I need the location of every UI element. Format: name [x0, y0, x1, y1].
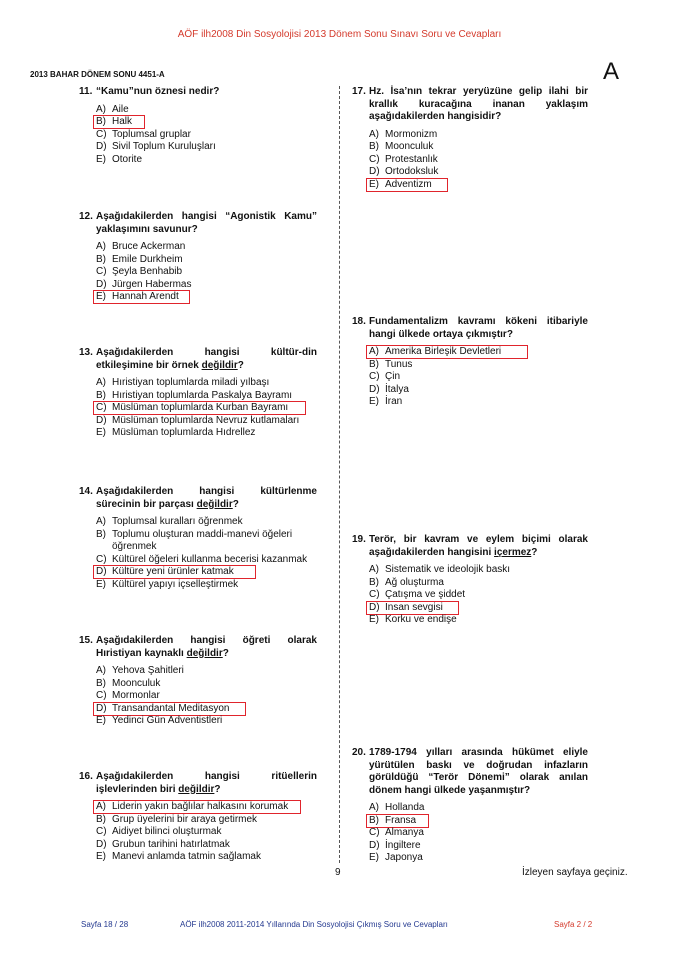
question-number: 12.: [79, 211, 93, 222]
answer-option[interactable]: [96, 529, 317, 554]
option-text: Halk: [112, 116, 133, 127]
question-stem: Aşağıdakilerden hangisi öğreti olarak Hıristiyan kaynaklı: [96, 635, 317, 659]
answer-option[interactable]: [96, 402, 317, 415]
question-text: [96, 86, 317, 99]
question-stem: Fundamentalizm kavramı kökeni itibariyle hangi ülkede ortaya çıkmıştır?: [369, 316, 588, 340]
answer-option[interactable]: [96, 690, 317, 703]
option-letter: B): [369, 358, 379, 370]
answer-option[interactable]: [369, 614, 588, 627]
question-stem: Terör, bir kavram ve eylem biçimi olarak aşağıdakilerden hangisini: [369, 534, 588, 558]
option-text: Almanya: [385, 827, 424, 838]
question-stem: “Kamu”nun öznesi nedir?: [96, 86, 220, 97]
option-text: Sivil Toplum Kuruluşları: [112, 141, 216, 152]
answer-option[interactable]: [96, 851, 317, 864]
answer-option[interactable]: [369, 154, 588, 167]
options-list: [96, 665, 317, 728]
exam-code: 2013 BAHAR DÖNEM SONU 4451-A: [30, 70, 165, 79]
question-emphasis: değildir: [186, 647, 223, 659]
option-text: İngiltere: [385, 839, 421, 851]
answer-option[interactable]: [369, 141, 588, 154]
answer-option[interactable]: [96, 839, 317, 852]
question-text: [369, 747, 588, 797]
answer-option[interactable]: [96, 129, 317, 142]
question-emphasis: değildir: [178, 783, 215, 795]
option-text: Aidiyet bilinci oluşturmak: [112, 826, 222, 837]
footer-page-right: Sayfa 2 / 2: [554, 920, 593, 929]
answer-option[interactable]: [96, 826, 317, 839]
question-suffix: ?: [232, 498, 239, 510]
option-text: Kültürel yapıyı içselleştirmek: [112, 578, 239, 590]
option-text: Toplumu oluşturan maddi-manevi öğeleri öğrenmek: [112, 528, 293, 552]
option-text: Hıristiyan toplumlarda miladi yılbaşı: [112, 377, 270, 388]
option-letter: E): [369, 178, 379, 190]
option-letter: B): [96, 813, 106, 825]
answer-option[interactable]: [96, 291, 317, 304]
option-text: Grubun tarihini hatırlatmak: [112, 838, 230, 850]
options-list: [96, 104, 317, 167]
option-letter: E): [96, 715, 106, 726]
question-text: [96, 347, 317, 372]
answer-option[interactable]: [96, 554, 317, 567]
question-emphasis: değildir: [201, 359, 238, 371]
question-number: 19.: [352, 534, 366, 545]
question-text: [96, 771, 317, 796]
answer-option[interactable]: [369, 602, 588, 615]
option-letter: A): [369, 346, 379, 357]
option-text: Bruce Ackerman: [112, 241, 186, 252]
option-text: Mormonizm: [385, 128, 438, 140]
answer-option[interactable]: [369, 166, 588, 179]
question-emphasis: değildir: [196, 498, 233, 510]
answer-option[interactable]: [96, 703, 317, 716]
question-text: [96, 211, 317, 236]
question-emphasis: içermez: [494, 546, 532, 558]
options-list: [369, 346, 588, 409]
question-16: [79, 771, 317, 864]
question-19: [352, 534, 588, 627]
option-letter: D): [369, 839, 380, 851]
question-number: 13.: [79, 347, 93, 358]
option-text: Korku ve endişe: [385, 614, 457, 625]
answer-option[interactable]: [369, 359, 588, 372]
option-text: Emile Durkheim: [112, 253, 183, 265]
option-letter: D): [96, 141, 107, 152]
option-letter: D): [96, 838, 107, 850]
footer-page-left: Sayfa 18 / 28: [81, 920, 129, 929]
option-letter: D): [96, 278, 107, 290]
question-number: 20.: [352, 747, 366, 758]
answer-option[interactable]: [96, 678, 317, 691]
option-letter: D): [369, 601, 380, 613]
question-number: 17.: [352, 86, 366, 97]
option-letter: D): [96, 414, 107, 426]
option-text: Müslüman toplumlarda Kurban Bayramı: [112, 402, 289, 413]
option-letter: E): [96, 578, 106, 590]
option-text: Hollanda: [385, 802, 425, 813]
answer-option[interactable]: [369, 384, 588, 397]
option-text: Hıristiyan toplumlarda Paskalya Bayramı: [112, 389, 293, 401]
option-letter: A): [369, 802, 379, 813]
options-list: [96, 241, 317, 304]
option-text: Sistematik ve ideolojik baskı: [385, 564, 511, 575]
footer-title: AÖF ilh2008 2011-2014 Yıllarında Din Sosyolojisi Çıkmış Soru ve Cevapları: [180, 920, 448, 929]
options-list: [96, 377, 317, 440]
option-letter: E): [96, 851, 106, 862]
question-suffix: ?: [214, 783, 221, 795]
option-letter: C): [96, 690, 107, 701]
question-stem: Aşağıdakilerden hangisi kültür-din etkileşimine bir örnek: [96, 347, 317, 371]
answer-option[interactable]: [96, 279, 317, 292]
option-text: Şeyla Benhabib: [112, 266, 183, 277]
option-letter: E): [96, 153, 106, 165]
option-text: Moonculuk: [385, 141, 434, 152]
answer-option[interactable]: [96, 241, 317, 254]
option-letter: A): [96, 103, 106, 115]
answer-option[interactable]: [369, 589, 588, 602]
options-list: [369, 129, 588, 192]
option-letter: B): [369, 141, 379, 152]
option-letter: C): [369, 153, 380, 165]
answer-option[interactable]: [96, 104, 317, 117]
answer-option[interactable]: [96, 814, 317, 827]
question-number: 18.: [352, 316, 366, 327]
question-stem: Aşağıdakilerden hangisi ritüellerin işlevlerinden biri: [96, 771, 317, 795]
answer-option[interactable]: [369, 852, 588, 865]
option-letter: B): [369, 576, 379, 588]
option-text: Jürgen Habermas: [112, 278, 192, 290]
question-text: [369, 86, 588, 124]
question-12: [79, 211, 317, 304]
answer-option[interactable]: [96, 266, 317, 279]
option-letter: A): [96, 377, 106, 388]
options-list: [369, 564, 588, 627]
answer-option[interactable]: [96, 579, 317, 592]
option-letter: A): [369, 128, 379, 140]
answer-option[interactable]: [369, 815, 588, 828]
question-text: [369, 534, 588, 559]
question-suffix: ?: [222, 647, 229, 659]
option-letter: B): [369, 814, 379, 826]
option-letter: E): [369, 396, 379, 407]
question-text: [369, 316, 588, 341]
option-text: Adventizm: [385, 178, 432, 190]
option-letter: B): [96, 389, 106, 401]
answer-option[interactable]: [96, 665, 317, 678]
option-text: Fransa: [385, 814, 417, 826]
page-number: 9: [335, 867, 341, 878]
answer-option[interactable]: [369, 346, 588, 359]
option-letter: C): [96, 553, 107, 565]
answer-option[interactable]: [96, 154, 317, 167]
option-text: Hannah Arendt: [112, 291, 179, 302]
answer-option[interactable]: [369, 802, 588, 815]
option-text: Japonya: [385, 852, 423, 863]
option-text: Amerika Birleşik Devletleri: [385, 346, 502, 357]
answer-option[interactable]: [96, 415, 317, 428]
option-text: Ortodoksluk: [385, 166, 439, 177]
answer-option[interactable]: [369, 564, 588, 577]
option-letter: D): [96, 702, 107, 714]
option-text: Yehova Şahitleri: [112, 665, 184, 676]
answer-option[interactable]: [96, 116, 317, 129]
option-letter: D): [369, 166, 380, 177]
option-letter: A): [96, 801, 106, 812]
question-18: [352, 316, 588, 409]
option-text: Kültürel öğeleri kullanma becerisi kazanmak: [112, 553, 308, 565]
answer-option[interactable]: [369, 179, 588, 192]
option-text: Aile: [112, 103, 129, 115]
option-letter: A): [96, 665, 106, 676]
option-letter: B): [96, 677, 106, 689]
answer-option[interactable]: [96, 254, 317, 267]
answer-option[interactable]: [369, 577, 588, 590]
question-stem: 1789-1794 yılları arasında hükümet eliyle yürütülen baskı ve doğrudan infazların görüldüğü “Terör Dönemi” olarak anılan dönem hangi ülkede yaşanmıştır?: [369, 747, 588, 796]
column-divider: [339, 86, 340, 863]
answer-option[interactable]: [96, 516, 317, 529]
option-letter: C): [96, 402, 107, 413]
options-list: [369, 802, 588, 865]
question-11: [79, 86, 317, 166]
option-text: Otorite: [112, 153, 143, 165]
question-20: [352, 747, 588, 865]
option-text: Protestanlık: [385, 153, 438, 165]
answer-option[interactable]: [96, 390, 317, 403]
option-letter: D): [369, 383, 380, 395]
option-text: İtalya: [385, 383, 409, 395]
next-page-note: İzleyen sayfaya geçiniz.: [522, 867, 628, 878]
answer-option[interactable]: [369, 827, 588, 840]
option-letter: C): [96, 266, 107, 277]
option-text: Manevi anlamda tatmin sağlamak: [112, 851, 261, 862]
question-stem: Aşağıdakilerden hangisi “Agonistik Kamu” yaklaşımını savunur?: [96, 211, 317, 235]
option-text: İnsan sevgisi: [385, 601, 443, 613]
option-letter: E): [96, 427, 106, 438]
option-text: Liderin yakın bağlılar halkasını korumak: [112, 801, 289, 812]
option-letter: B): [96, 528, 106, 540]
option-text: Toplumsal gruplar: [112, 128, 191, 140]
option-letter: E): [369, 852, 379, 863]
option-text: Kültüre yeni ürünler katmak: [112, 566, 234, 577]
options-list: [96, 801, 317, 864]
option-letter: B): [96, 116, 106, 127]
option-text: İran: [385, 396, 403, 407]
option-text: Yedinci Gün Adventistleri: [112, 715, 223, 726]
option-text: Moonculuk: [112, 677, 161, 689]
question-text: [96, 635, 317, 660]
option-letter: A): [96, 516, 106, 527]
question-number: 16.: [79, 771, 93, 782]
option-letter: E): [369, 614, 379, 625]
option-text: Ağ oluşturma: [385, 576, 444, 588]
question-number: 15.: [79, 635, 93, 646]
question-text: [96, 486, 317, 511]
option-text: Mormonlar: [112, 690, 160, 701]
option-letter: C): [96, 826, 107, 837]
question-suffix: ?: [531, 546, 538, 558]
option-letter: D): [96, 566, 107, 577]
answer-option[interactable]: [96, 427, 317, 440]
option-text: Tunus: [385, 358, 413, 370]
answer-option[interactable]: [96, 377, 317, 390]
answer-option[interactable]: [96, 801, 317, 814]
option-letter: A): [96, 241, 106, 252]
options-list: [96, 516, 317, 591]
option-text: Grup üyelerini bir araya getirmek: [112, 813, 258, 825]
option-letter: C): [96, 128, 107, 140]
question-stem: Aşağıdakilerden hangisi kültürlenme sürecinin bir parçası: [96, 486, 317, 510]
option-text: Müslüman toplumlarda Nevruz kutlamaları: [112, 414, 300, 426]
document-header-title: AÖF ilh2008 Din Sosyolojisi 2013 Dönem Sonu Sınavı Soru ve Cevapları: [177, 29, 502, 40]
question-number: 11.: [79, 86, 93, 97]
answer-option[interactable]: [96, 715, 317, 728]
option-letter: B): [96, 253, 106, 265]
option-letter: C): [369, 827, 380, 838]
option-text: Müslüman toplumlarda Hıdrellez: [112, 427, 256, 438]
option-text: Çin: [385, 371, 401, 382]
answer-option[interactable]: [369, 840, 588, 853]
answer-option[interactable]: [369, 371, 588, 384]
answer-option[interactable]: [96, 566, 317, 579]
answer-option[interactable]: [369, 129, 588, 142]
answer-option[interactable]: [96, 141, 317, 154]
question-number: 14.: [79, 486, 93, 497]
option-text: Toplumsal kuralları öğrenmek: [112, 516, 243, 527]
question-17: [352, 86, 588, 191]
option-letter: A): [369, 564, 379, 575]
option-text: Çatışma ve şiddet: [385, 589, 466, 600]
question-stem: Hz. İsa’nın tekrar yeryüzüne gelip ilahi bir krallık kuracağına inanan yaklaşım aşağıdakilerden hangisidir?: [369, 86, 588, 122]
question-14: [79, 486, 317, 591]
question-suffix: ?: [237, 359, 244, 371]
answer-option[interactable]: [369, 396, 588, 409]
option-letter: E): [96, 291, 106, 302]
option-text: Transandantal Meditasyon: [112, 702, 230, 714]
question-13: [79, 347, 317, 440]
option-letter: C): [369, 589, 380, 600]
booklet-letter: A: [603, 58, 620, 85]
question-15: [79, 635, 317, 728]
option-letter: C): [369, 371, 380, 382]
